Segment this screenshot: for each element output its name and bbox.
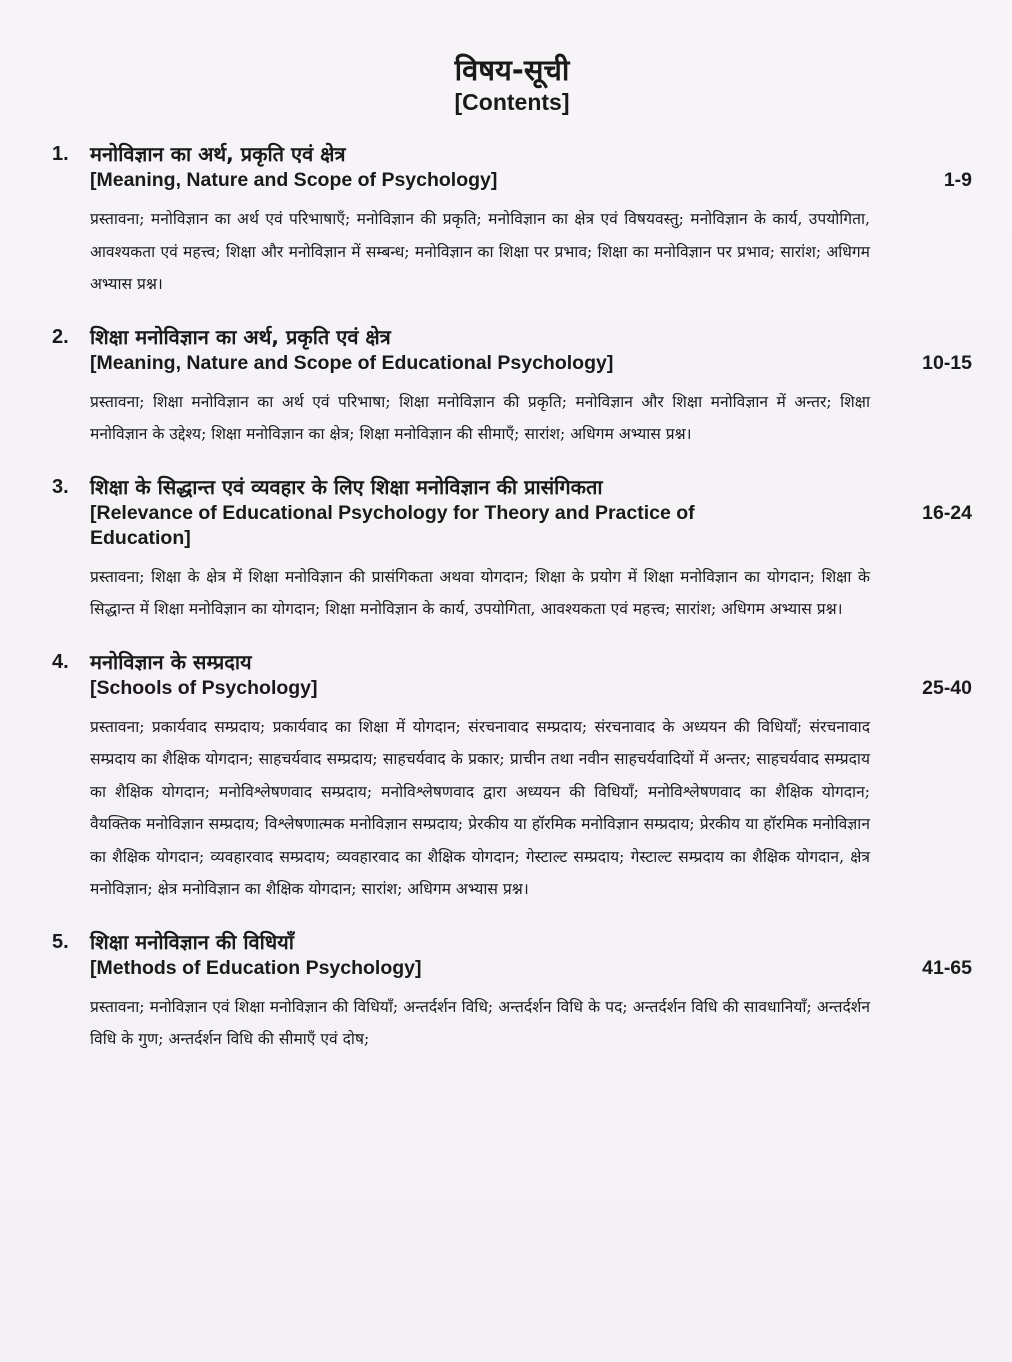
chapter-page-range: 1-9 xyxy=(943,169,972,191)
chapter-title-english: [Meaning, Nature and Scope of Educational Psychology] xyxy=(90,351,614,374)
chapter-entry xyxy=(52,928,972,1056)
chapter-topics: प्रस्तावना; मनोविज्ञान एवं शिक्षा मनोविज्ञान की विधियाँ; अन्तर्दर्शन विधि; अन्तर्दर्शन विधि के पद; अन्तर्दर्शन विधि की सावधानियाँ; अन्तर्दर्शन विधि के गुण; अन्तर्दर्शन विधि की सीमाएँ एवं दोष; xyxy=(90,997,870,1048)
chapter-title-english: [Meaning, Nature and Scope of Psychology] xyxy=(90,169,498,191)
chapter-topics: प्रस्तावना; शिक्षा मनोविज्ञान का अर्थ एवं परिभाषा; शिक्षा मनोविज्ञान की प्रकृति; मनोविज्ञान और शिक्षा मनोविज्ञान में अन्तर; शिक्षा मनोविज्ञान के उद्देश्य; शिक्षा मनोविज्ञान का क्षेत्र; शिक्षा मनोविज्ञान की सीमाएँ; सारांश; अधिगम अभ्यास प्रश्न। xyxy=(90,392,870,443)
chapter-entry xyxy=(52,648,972,906)
chapter-title-english: [Schools of Psychology] xyxy=(90,676,318,699)
chapter-number: 5. xyxy=(52,930,69,953)
chapter-entry xyxy=(52,473,972,626)
chapter-title-hindi: मनोविज्ञान का अर्थ, प्रकृति एवं क्षेत्र xyxy=(90,142,346,166)
chapter-topics: प्रस्तावना; शिक्षा के क्षेत्र में शिक्षा मनोविज्ञान की प्रासंगिकता अथवा योगदान; शिक्षा के प्रयोग में शिक्षा मनोविज्ञान का योगदान; शिक्षा के सिद्धान्त में शिक्षा मनोविज्ञान का योगदान; शिक्षा मनोविज्ञान के कार्य, उपयोगिता, आवश्यकता एवं महत्त्व; सारांश; अधिगम अभ्यास प्रश्न। xyxy=(90,567,870,618)
chapter-page-range: 41-65 xyxy=(922,956,972,979)
chapter-page-range: 16-24 xyxy=(922,501,972,524)
chapter-entry xyxy=(52,323,972,451)
chapter-number: 2. xyxy=(52,325,69,348)
chapter-page-range: 10-15 xyxy=(922,351,972,374)
chapter-number: 1. xyxy=(52,143,69,165)
chapter-title-english: [Relevance of Educational Psychology for Theory and Practice of Education] xyxy=(90,501,695,549)
chapter-number: 3. xyxy=(52,475,69,498)
chapter-title-hindi: मनोविज्ञान के सम्प्रदाय xyxy=(90,649,252,674)
chapter-title-hindi: शिक्षा मनोविज्ञान का अर्थ, प्रकृति एवं क्षेत्र xyxy=(90,324,391,349)
heading-hindi: विषय-सूची xyxy=(454,53,570,87)
chapter-title-hindi: शिक्षा मनोविज्ञान की विधियाँ xyxy=(90,929,294,954)
chapter-entry xyxy=(52,140,972,301)
chapter-number: 4. xyxy=(52,650,69,673)
chapter-title-english: [Methods of Education Psychology] xyxy=(90,956,422,979)
page-heading xyxy=(52,52,972,116)
chapter-topics: प्रस्तावना; मनोविज्ञान का अर्थ एवं परिभाषाएँ; मनोविज्ञान की प्रकृति; मनोविज्ञान का क्षेत्र एवं विषयवस्तु; मनोविज्ञान के कार्य, उपयोगिता, आवश्यकता एवं महत्त्व; शिक्षा और मनोविज्ञान में सम्बन्ध; मनोविज्ञान का शिक्षा पर प्रभाव; शिक्षा का मनोविज्ञान पर प्रभाव; सारांश; अधिगम अभ्यास प्रश्न। xyxy=(90,210,870,293)
chapter-title-hindi: शिक्षा के सिद्धान्त एवं व्यवहार के लिए शिक्षा मनोविज्ञान की प्रासंगिकता xyxy=(90,474,603,499)
chapter-topics: प्रस्तावना; प्रकार्यवाद सम्प्रदाय; प्रकार्यवाद का शिक्षा में योगदान; संरचनावाद सम्प्रदाय; संरचनावाद के अध्ययन की विधियाँ; संरचनावाद सम्प्रदाय का शैक्षिक योगदान; साहचर्यवाद सम्प्रदाय; साहचर्यवाद के प्रकार; प्राचीन तथा नवीन साहचर्यवादियों में अन्तर; साहचर्यवाद सम्प्रदाय का शैक्षिक योगदान; मनोविश्लेषणवाद सम्प्रदाय; मनोविश्लेषणवाद द्वारा अध्ययन की विधियाँ; मनोविश्लेषणवाद का शैक्षिक योगदान; वैयक्तिक मनोविज्ञान सम्प्रदाय; विश्लेषणात्मक मनोविज्ञान सम्प्रदाय; प्रेरकीय या हॉरमिक मनोविज्ञान सम्प्रदाय; प्रेरकीय या हॉरमिक मनोविज्ञान का शैक्षिक योगदान; व्यवहारवाद सम्प्रदाय; व्यवहारवाद का शैक्षिक योगदान; गेस्टाल्ट सम्प्रदाय; गेस्टाल्ट सम्प्रदाय का शैक्षिक योगदान, क्षेत्र मनोविज्ञान; क्षेत्र मनोविज्ञान का शैक्षिक योगदान; सारांश; अधिगम अभ्यास प्रश्न। xyxy=(90,717,870,898)
chapter-page-range: 25-40 xyxy=(922,676,972,699)
heading-english: [Contents] xyxy=(454,89,570,115)
